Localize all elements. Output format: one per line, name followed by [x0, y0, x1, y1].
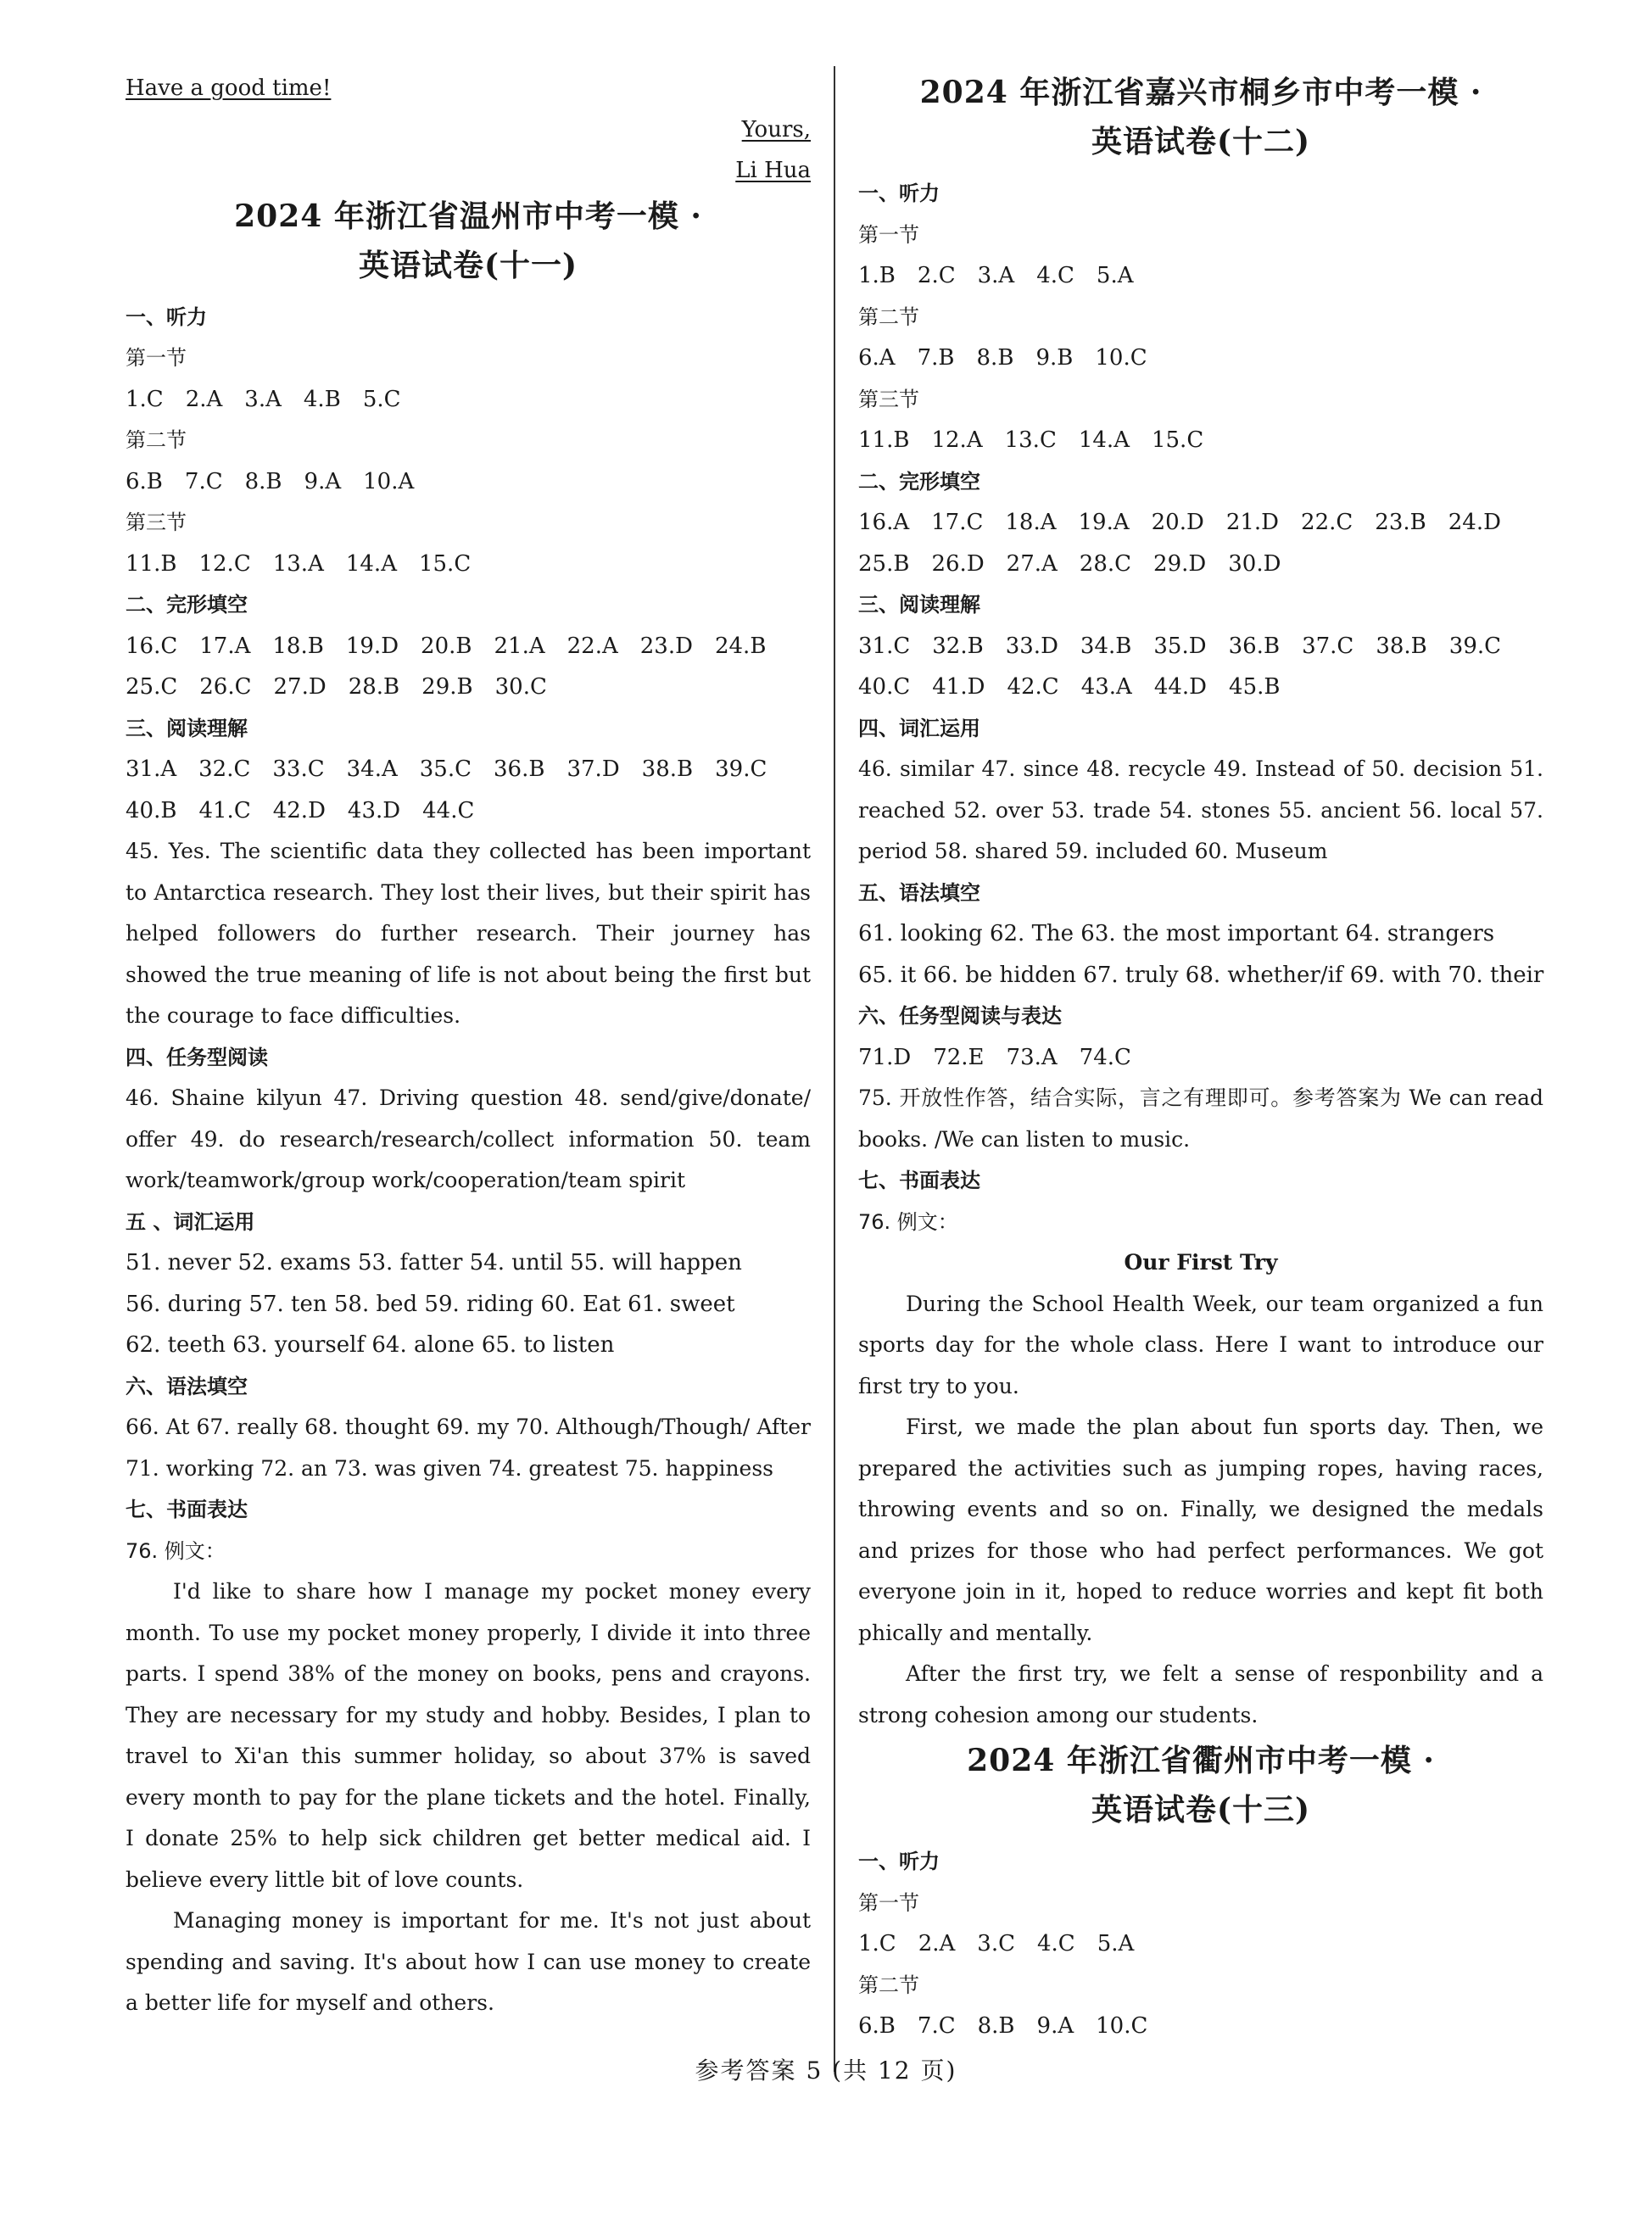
- answer-row: [858, 2006, 1543, 2047]
- answer-item: 37.C: [1302, 633, 1354, 659]
- section-heading: 五 、词汇运用: [126, 1209, 255, 1234]
- answer-item: 3.C: [977, 1931, 1015, 1956]
- answer-item: 13.C: [1004, 427, 1057, 453]
- answer-item: 18.A: [1005, 510, 1057, 535]
- subsection-heading: 第三节: [126, 511, 187, 534]
- answer-row: [858, 502, 1543, 544]
- answer-row: [126, 667, 811, 708]
- answer-row: [858, 626, 1543, 667]
- answer-item: 41.C: [198, 797, 251, 823]
- sample-essay-label: 76. 例文：: [126, 1538, 226, 1563]
- answer-item: 36.B: [1228, 633, 1281, 659]
- answer-row: [126, 790, 811, 832]
- answer-item: 1.C: [858, 1931, 896, 1956]
- answer-item: 72.E: [933, 1044, 985, 1070]
- essay-paragraph: Managing money is important for me. It's not just about spending and saving. It's about how I can use money to create a better life for myself and others.: [126, 1908, 811, 2015]
- answer-item: 8.B: [244, 468, 282, 494]
- answer-item: 45.B: [1229, 674, 1281, 700]
- answer-item: 15.C: [1151, 427, 1204, 453]
- essay-title: Our First Try: [1124, 1250, 1278, 1275]
- exam12-title-line2: 英语试卷(十二): [1091, 124, 1311, 159]
- answer-item: 41.D: [932, 674, 985, 700]
- answer-item: 14.A: [345, 550, 397, 577]
- subsection-heading: 第一节: [858, 222, 919, 247]
- answer-item: 19.A: [1078, 510, 1130, 535]
- section-heading: 二、完形填空: [858, 469, 980, 494]
- right-column: [858, 68, 1543, 2047]
- answer-item: 74.C: [1079, 1044, 1131, 1070]
- answer-item: 2.C: [917, 263, 956, 288]
- answer-row: 65. it 66. be hidden 67. truly 68. whether/if 69. with 70. their: [858, 962, 1544, 988]
- answer-item: 5.C: [362, 386, 401, 412]
- subsection-heading: 第二节: [858, 304, 919, 329]
- answer-item: 22.C: [1301, 510, 1353, 535]
- answer-item: 39.C: [715, 756, 767, 782]
- essay-paragraph: After the first try, we felt a sense of responbility and a strong cohesion among our students.: [858, 1661, 1543, 1727]
- essay-paragraph: I'd like to share how I manage my pocket money every month. To use my pocket money properly, I divide it into three parts. I spend 38% of the money on books, pens and crayons. They are necessary for my study and hobby. Besides, I plan to travel to Xi'an this summer holiday, so about 37% is saved every month to pay for the plane tickets and the hotel. Finally, I donate 25% to help sick children get better medical aid. I believe every little bit of love counts.: [126, 1579, 811, 1892]
- subsection-heading: 第一节: [858, 1890, 919, 1915]
- answer-item: 13.A: [272, 550, 324, 577]
- answer-item: 9.A: [1036, 2013, 1074, 2039]
- answer-item: 29.B: [421, 674, 473, 700]
- answer-item: 33.C: [272, 756, 325, 782]
- answer-item: 40.B: [126, 797, 177, 823]
- answer-row: 62. teeth 63. yourself 64. alone 65. to listen: [126, 1332, 615, 1358]
- answer-item: 21.D: [1225, 510, 1280, 535]
- answer-row: 51. never 52. exams 53. fatter 54. until 55. will happen: [126, 1250, 742, 1275]
- subsection-heading: 第二节: [126, 428, 187, 452]
- answer-item: 25.C: [126, 674, 178, 700]
- answer-item: 2.A: [918, 1931, 956, 1956]
- answer-46-60: 46. similar 47. since 48. recycle 49. Instead of 50. decision 51. reached 52. over 53. trade 54. stones 55. ancient 56. local 57. period 58. shared 59. included 60. Museum: [858, 756, 1543, 863]
- section-heading: 二、完形填空: [126, 593, 248, 617]
- answer-item: 36.B: [494, 756, 545, 782]
- answer-item: 20.B: [421, 633, 472, 659]
- answer-item: 7.B: [917, 345, 955, 371]
- section-heading: 三、阅读理解: [126, 716, 248, 740]
- page-footer: 参考答案 5 (共 12 页): [695, 2057, 957, 2085]
- section-heading: 一、听力: [858, 181, 940, 205]
- answer-row: [126, 379, 811, 421]
- answer-item: 26.C: [199, 674, 252, 700]
- answer-item: 12.A: [931, 427, 983, 453]
- closing-signature: Li Hua: [735, 158, 811, 183]
- answer-item: 14.A: [1078, 427, 1130, 453]
- answer-item: 32.B: [932, 633, 984, 659]
- answer-item: 32.C: [198, 756, 251, 782]
- answer-row: 56. during 57. ten 58. bed 59. riding 60. Eat 61. sweet: [126, 1291, 735, 1317]
- answer-item: 7.C: [184, 468, 223, 494]
- answer-item: 43.D: [347, 797, 401, 823]
- answer-item: 15.C: [418, 550, 472, 577]
- answer-row: [858, 544, 1543, 585]
- exam11-title-line2: 英语试卷(十一): [358, 247, 578, 283]
- answer-item: 31.A: [126, 756, 177, 782]
- answer-row: [858, 420, 1543, 461]
- answer-item: 71.D: [858, 1044, 912, 1070]
- section-heading: 四、词汇运用: [858, 716, 980, 740]
- section-heading: 六、任务型阅读与表达: [858, 1004, 1062, 1028]
- closing-yours: Yours,: [741, 116, 811, 142]
- answer-item: 33.D: [1005, 633, 1058, 659]
- answer-item: 37.D: [566, 756, 620, 782]
- answer-item: 9.A: [304, 468, 342, 494]
- exam13-title-line1: 2024 年浙江省衢州市中考一模 ·: [967, 1743, 1435, 1778]
- answer-item: 17.C: [931, 510, 984, 535]
- answer-item: 44.D: [1153, 674, 1208, 700]
- essay-paragraph: During the School Health Week, our team organized a fun sports day for the whole class. Here I want to introduce our first try to you.: [858, 1291, 1543, 1398]
- answer-row: [858, 338, 1543, 379]
- answer-item: 10.A: [363, 468, 415, 494]
- answer-item: 16.C: [126, 633, 178, 659]
- answer-item: 27.D: [273, 674, 326, 700]
- answer-row: [126, 461, 811, 503]
- section-heading: 五、语法填空: [858, 880, 980, 905]
- section-heading: 三、阅读理解: [858, 593, 980, 617]
- answer-item: 6.B: [858, 2013, 896, 2039]
- answer-item: 19.D: [345, 633, 399, 659]
- answer-item: 42.D: [272, 797, 326, 823]
- answer-item: 28.B: [348, 674, 400, 700]
- section-heading: 七、书面表达: [126, 1498, 248, 1521]
- column-divider: [834, 66, 835, 2072]
- answer-item: 34.B: [1080, 633, 1132, 659]
- answer-item: 1.B: [858, 263, 896, 288]
- answer-item: 29.D: [1153, 550, 1207, 577]
- answer-item: 3.A: [244, 386, 282, 412]
- answer-item: 11.B: [126, 550, 177, 577]
- closing-line: Have a good time!: [126, 75, 332, 101]
- answer-item: 42.C: [1007, 674, 1059, 700]
- answer-item: 5.A: [1097, 1931, 1135, 1956]
- answer-item: 9.B: [1035, 345, 1074, 371]
- answer-row: [858, 1923, 1543, 1965]
- answer-row: [858, 1037, 1543, 1079]
- answer-item: 1.C: [126, 386, 164, 412]
- exam13-title-line2: 英语试卷(十三): [1091, 1792, 1311, 1828]
- answer-row: [858, 255, 1543, 297]
- answer-item: 20.D: [1151, 510, 1204, 535]
- exam12-title-line1: 2024 年浙江省嘉兴市桐乡市中考一模 ·: [919, 75, 1482, 110]
- answer-item: 22.A: [566, 633, 618, 659]
- answer-item: 10.C: [1095, 345, 1147, 371]
- answer-66-75: 66. At 67. really 68. thought 69. my 70. Although/Though/ After 71. working 72. an 73. was given 74. greatest 75. happiness: [126, 1415, 811, 1481]
- answer-item: 34.A: [346, 756, 398, 782]
- answer-item: 5.A: [1096, 263, 1134, 288]
- exam11-title-line1: 2024 年浙江省温州市中考一模 ·: [234, 198, 702, 234]
- answer-item: 24.B: [714, 633, 767, 659]
- answer-item: 73.A: [1006, 1044, 1058, 1070]
- essay-paragraph: First, we made the plan about fun sports day. Then, we prepared the activities such as jumping ropes, having races, throwing events and so on. Finally, we designed the medals and prizes for those who had perfect performances. We got everyone join in it, hoped to reduce worries and kept fit both phically and mentally.: [858, 1415, 1543, 1645]
- section-heading: 一、听力: [126, 304, 207, 329]
- subsection-heading: 第二节: [858, 1973, 919, 1997]
- answer-item: 18.B: [272, 633, 324, 659]
- answer-item: 30.D: [1228, 550, 1281, 577]
- answer-item: 12.C: [198, 550, 251, 577]
- answer-item: 28.C: [1079, 550, 1132, 577]
- answer-row: [858, 667, 1543, 708]
- answer-45: 45. Yes. The scientific data they collected has been important to Antarctica research. They lost their lives, but their spirit has helped followers do further research. Their journey has showed the true meaning of life is not about being the first but the courage to face difficulties.: [126, 839, 811, 1028]
- answer-item: 4.C: [1037, 1931, 1075, 1956]
- answer-item: 39.C: [1448, 633, 1502, 659]
- answer-item: 27.A: [1006, 550, 1058, 577]
- section-heading: 一、听力: [858, 1850, 940, 1873]
- section-heading: 七、书面表达: [858, 1169, 980, 1192]
- subsection-heading: 第三节: [858, 387, 919, 411]
- answer-item: 38.B: [641, 756, 694, 782]
- answer-item: 10.C: [1096, 2013, 1148, 2039]
- answer-item: 6.B: [126, 468, 163, 494]
- answer-75: 75. 开放性作答，结合实际，言之有理即可。参考答案为 We can read books. /We can listen to music.: [858, 1086, 1543, 1152]
- answer-item: 44.C: [422, 797, 475, 823]
- answer-item: 35.C: [419, 756, 472, 782]
- answer-item: 38.B: [1376, 633, 1427, 659]
- answer-item: 6.A: [858, 345, 896, 371]
- answer-item: 4.C: [1036, 263, 1074, 288]
- answer-item: 16.A: [858, 510, 910, 535]
- answer-46-50: 46. Shaine kilyun 47. Driving question 48. send/give/donate/ offer 49. do research/research/collect information 50. team work/teamwork/group work/cooperation/team spirit: [126, 1086, 811, 1192]
- sample-essay-label: 76. 例文：: [858, 1209, 958, 1234]
- section-heading: 四、任务型阅读: [126, 1045, 268, 1069]
- answer-item: 4.B: [303, 386, 341, 412]
- answer-item: 8.B: [977, 2013, 1015, 2039]
- answer-item: 30.C: [494, 674, 547, 700]
- answer-row: [126, 749, 811, 790]
- answer-item: 2.A: [185, 386, 223, 412]
- answer-row: [126, 544, 811, 585]
- answer-row: 61. looking 62. The 63. the most important 64. strangers: [858, 921, 1495, 946]
- answer-item: 8.B: [976, 345, 1014, 371]
- left-column: [126, 68, 811, 2024]
- answer-item: 43.A: [1080, 674, 1132, 700]
- answer-item: 31.C: [858, 633, 911, 659]
- answer-item: 26.D: [931, 550, 985, 577]
- answer-item: 24.D: [1448, 510, 1501, 535]
- answer-item: 21.A: [494, 633, 545, 659]
- answer-item: 17.A: [199, 633, 251, 659]
- answer-item: 23.B: [1375, 510, 1426, 535]
- answer-item: 11.B: [858, 427, 910, 453]
- answer-item: 35.D: [1153, 633, 1207, 659]
- answer-row: [126, 626, 811, 667]
- answer-item: 23.D: [639, 633, 693, 659]
- answer-item: 25.B: [858, 550, 910, 577]
- answer-item: 40.C: [858, 674, 911, 700]
- answer-item: 7.C: [917, 2013, 956, 2039]
- section-heading: 六、语法填空: [126, 1374, 248, 1398]
- subsection-heading: 第一节: [126, 346, 187, 370]
- answer-item: 3.A: [977, 263, 1015, 288]
